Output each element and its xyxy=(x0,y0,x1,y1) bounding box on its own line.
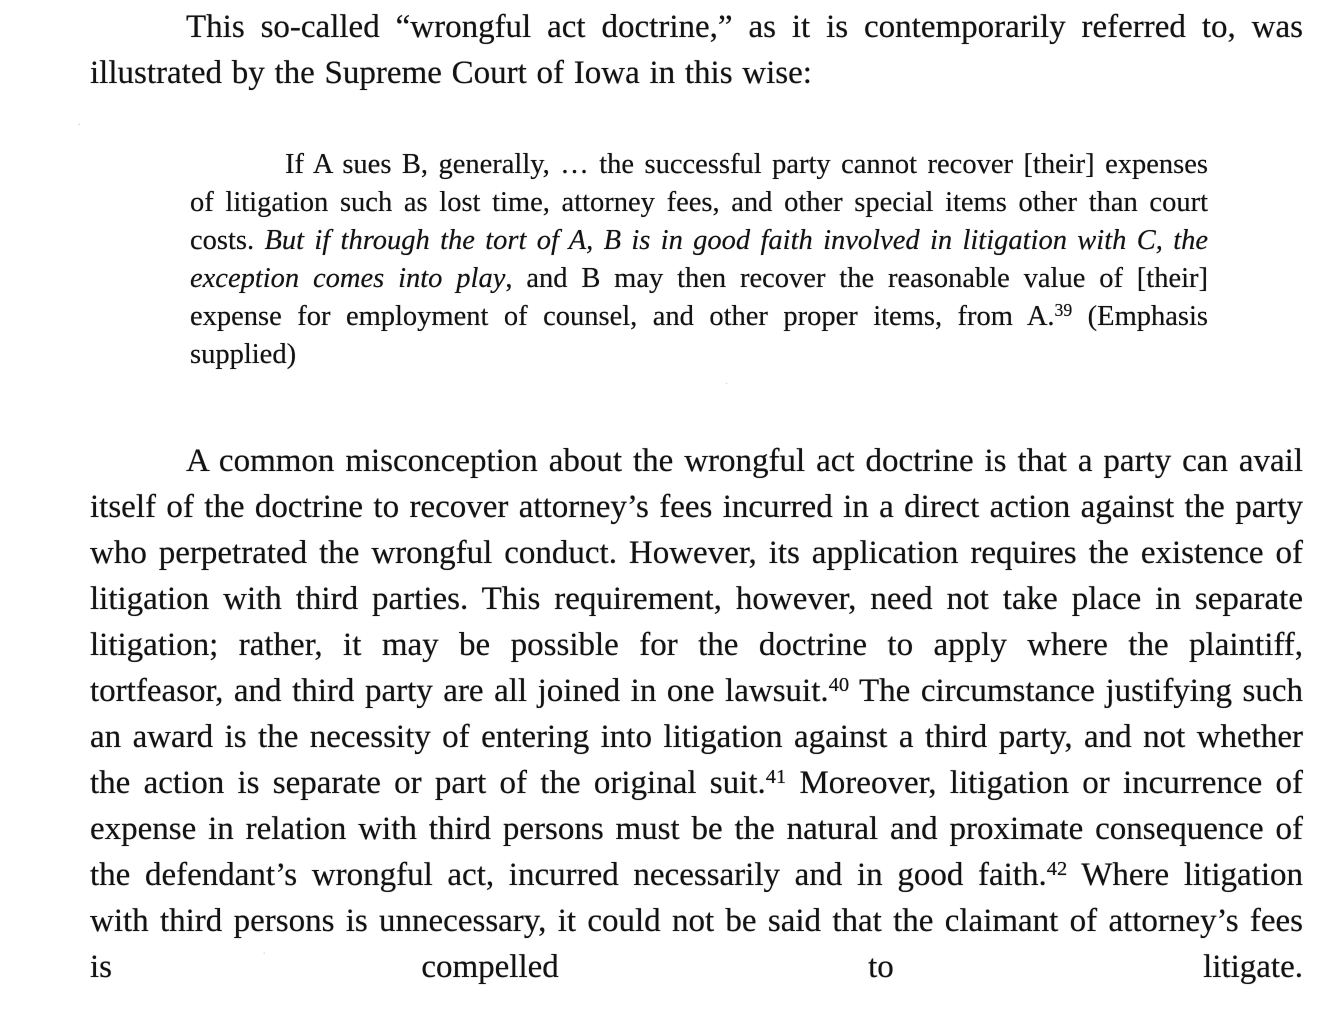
body-text-2: The circumstance justifying such an award is the necessity of entering into litigation against a third party, and not whether the action is separate or part of the original suit. xyxy=(90,673,1304,801)
footnote-ref-42: 42 xyxy=(1046,857,1068,880)
footnote-ref-39: 39 xyxy=(1054,300,1073,321)
body-paragraph xyxy=(90,438,1303,990)
quote-text-continuation: , and B may then recover the reasonable value of [their] expense for employment of counsel, and other proper items, from A. xyxy=(190,263,1209,332)
footnote-ref-40: 40 xyxy=(828,673,850,696)
intro-paragraph xyxy=(90,4,1303,96)
case-quote xyxy=(190,146,1208,374)
quote-text-lead: If A sues B, generally, … the successful party cannot recover [their] expenses of litigation such as lost time, attorney fees, and other special items other than court costs. xyxy=(190,149,1208,256)
body-text-1: A common misconception about the wrongful act doctrine is that a party can avail itself of the doctrine to recover attorney’s fees incurred in a direct action against the party who perpetrated the wrongful conduct. However, its application requires the existence of litigation with third parties. This requirement, however, need not take place in separate litigation; rather, it may be possible for the doctrine to apply where the plaintiff, tortfeasor, and third party are all joined in one lawsuit. xyxy=(90,443,1303,709)
body-text-3: Moreover, litigation or incurrence of expense in relation with third persons must be the natural and proximate consequence of the defendant’s wrongful act, incurred necessarily and in good faith. xyxy=(90,765,1304,893)
footnote-ref-41: 41 xyxy=(765,765,787,788)
quote-italic-emphasis: But if through the tort of A, B is in good faith involved in litigation with C, the exception comes into play xyxy=(190,225,1209,294)
intro-paragraph-text: This so-called “wrongful act doctrine,” as it is contemporarily referred to, was illustrated by the Supreme Court of Iowa in this wise: xyxy=(90,9,1303,91)
body-text-4: Where litigation with third persons is unnecessary, it could not be said that the claimant of attorney’s fees is compelled to litigate. xyxy=(90,857,1303,985)
quote-emphasis-note: (Emphasis supplied) xyxy=(190,301,1208,370)
